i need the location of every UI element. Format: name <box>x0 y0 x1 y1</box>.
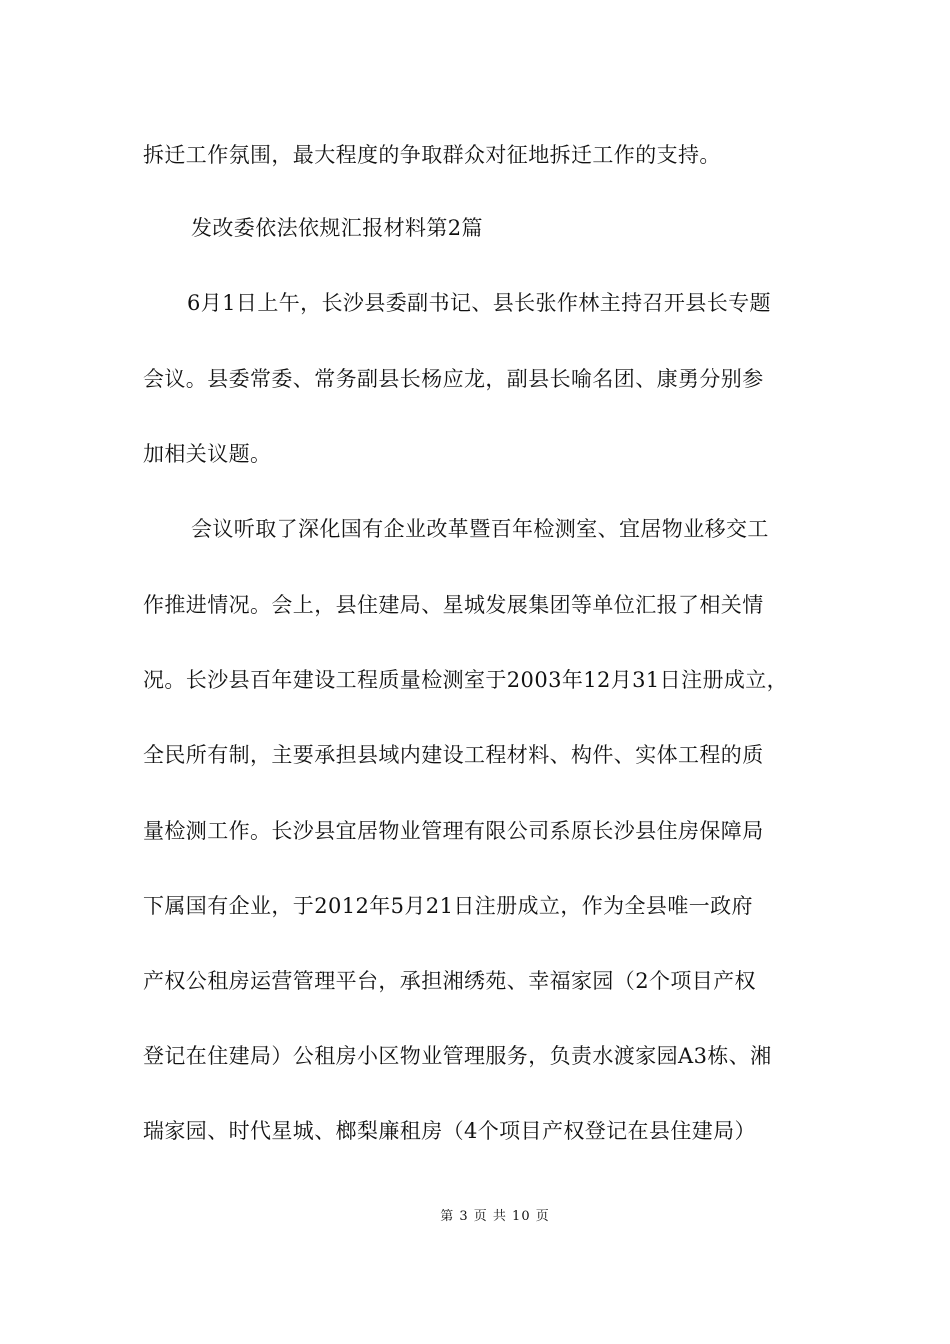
body-text-line: 况。长沙县百年建设工程质量检测室于2003年12月31日注册成立， <box>143 668 789 692</box>
body-text-line: 会议。县委常委、常务副县长杨应龙，副县长喻名团、康勇分别参 <box>143 367 764 391</box>
body-text-line: 量检测工作。长沙县宜居物业管理有限公司系原长沙县住房保障局 <box>143 819 764 843</box>
body-text-line: 会议听取了深化国有企业改革暨百年检测室、宜居物业移交工 <box>191 517 769 541</box>
body-text-line: 登记在住建局）公租房小区物业管理服务，负责水渡家园A3栋、湘 <box>143 1044 772 1068</box>
body-text-line: 瑞家园、时代星城、榔梨廉租房（4个项目产权登记在县住建局） <box>143 1119 756 1143</box>
body-text-line: 下属国有企业，于2012年5月21日注册成立，作为全县唯一政府 <box>143 894 753 918</box>
section-heading: 发改委依法依规汇报材料第2篇 <box>191 216 483 240</box>
page-number-footer: 第 3 页 共 10 页 <box>440 1209 550 1224</box>
body-text-line: 产权公租房运营管理平台，承担湘绣苑、幸福家园（2个项目产权 <box>143 969 756 993</box>
body-text-line: 加相关议题。 <box>143 442 272 466</box>
body-text-line: 拆迁工作氛围，最大程度的争取群众对征地拆迁工作的支持。 <box>143 143 721 167</box>
body-text-line: 全民所有制，主要承担县域内建设工程材料、构件、实体工程的质 <box>143 743 764 767</box>
body-text-line: 作推进情况。会上，县住建局、星城发展集团等单位汇报了相关情 <box>143 593 764 617</box>
body-text-line: 6月1日上午，长沙县委副书记、县长张作林主持召开县长专题 <box>187 291 771 315</box>
